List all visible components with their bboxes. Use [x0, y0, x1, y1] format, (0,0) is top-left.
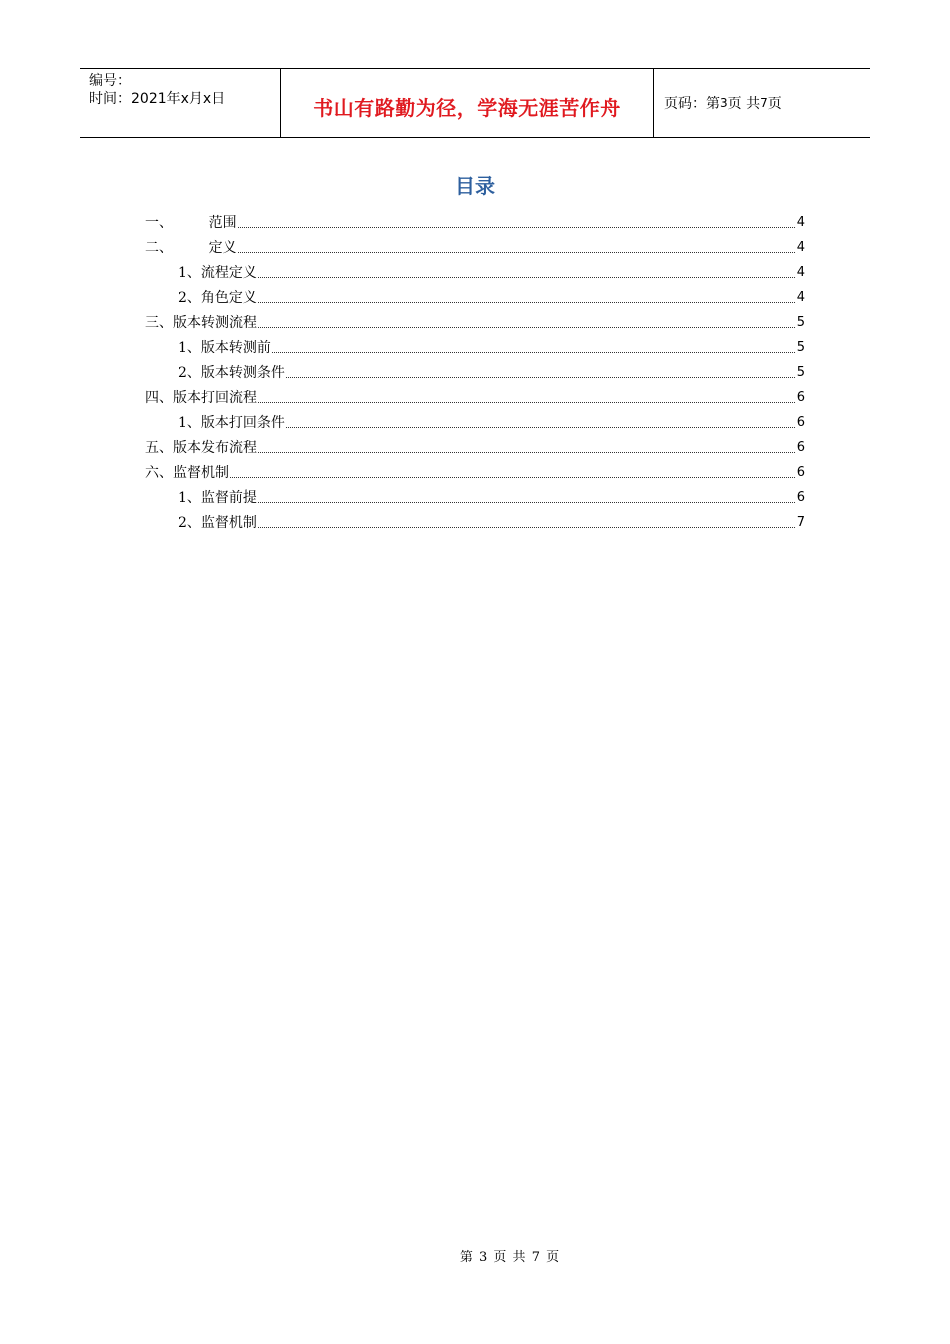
toc-entry[interactable] — [178, 337, 805, 359]
header-motto-cell — [281, 69, 654, 137]
toc-leader-dots — [258, 501, 795, 503]
header-meta — [80, 69, 281, 137]
toc-leader-dots — [258, 276, 795, 278]
toc-entry-number: 2、 — [178, 515, 201, 531]
document-header — [80, 68, 870, 138]
toc-entry[interactable] — [178, 362, 805, 384]
toc-entry-page: 6 — [796, 415, 805, 430]
toc-entry[interactable] — [178, 512, 805, 534]
toc-entry[interactable] — [145, 212, 805, 234]
page-mid: 页 共 — [727, 96, 761, 112]
toc-entry-number: 二、 — [145, 240, 173, 256]
toc-entry-page: 6 — [796, 440, 805, 455]
toc-entry-gap — [173, 212, 209, 234]
page-suffix: 页 — [767, 96, 782, 112]
toc-entry-number: 2、 — [178, 365, 201, 381]
toc-leader-dots — [258, 401, 795, 403]
toc-entry-label: 监督机制 — [200, 515, 257, 531]
toc-entry[interactable] — [145, 462, 805, 484]
toc-entry-number: 1、 — [178, 340, 201, 356]
toc-entry-label: 定义 — [208, 240, 237, 256]
toc-entry-number: 2、 — [178, 290, 201, 306]
toc-leader-dots — [238, 226, 795, 228]
page-prefix: 页码：第 — [664, 96, 720, 112]
toc-entry-number: 一、 — [145, 215, 173, 231]
toc-leader-dots — [258, 451, 795, 453]
toc-entry[interactable] — [145, 387, 805, 409]
toc-entry[interactable] — [145, 437, 805, 459]
toc-title: 目录 — [455, 174, 495, 198]
toc-entry[interactable] — [178, 412, 805, 434]
toc-entry-number: 1、 — [178, 415, 201, 431]
toc-entry-label: 版本打回条件 — [200, 415, 285, 431]
toc-entry-number: 五、 — [145, 440, 173, 456]
toc-leader-dots — [272, 351, 795, 353]
toc-leader-dots — [230, 476, 795, 478]
toc-entry-page: 4 — [796, 240, 805, 255]
toc-entry-page: 5 — [796, 315, 805, 330]
toc-entry-label: 版本打回流程 — [173, 390, 257, 406]
toc-entry[interactable] — [178, 262, 805, 284]
toc-entry-page: 6 — [796, 465, 805, 480]
toc-entry-page: 5 — [796, 340, 805, 355]
toc-entry-label: 版本转测流程 — [173, 315, 257, 331]
toc-entry-page: 4 — [796, 215, 805, 230]
page-footer: 第 3 页 共 7 页 — [459, 1250, 561, 1265]
header-motto: 书山有路勤为径，学海无涯苦作舟 — [313, 95, 621, 120]
toc-leader-dots — [238, 251, 795, 253]
toc-entry[interactable] — [145, 237, 805, 259]
toc-entry-number: 六、 — [145, 465, 173, 481]
toc-entry-label: 监督机制 — [173, 465, 229, 481]
toc-leader-dots — [286, 376, 795, 378]
toc-entry-page: 4 — [796, 265, 805, 280]
toc-entry[interactable] — [178, 287, 805, 309]
toc-entry-label: 版本发布流程 — [173, 440, 257, 456]
toc-entry-page: 7 — [796, 515, 805, 530]
toc-entry-label: 版本转测前 — [200, 340, 271, 356]
toc-entry[interactable] — [178, 487, 805, 509]
toc-entry-label: 监督前提 — [200, 490, 257, 506]
toc-entry-number: 1、 — [178, 265, 201, 281]
time-label: 时间：2021年x月x日 — [89, 91, 226, 107]
page-total: 7 — [760, 96, 768, 110]
header-page-info — [654, 69, 870, 137]
toc-entry[interactable] — [145, 312, 805, 334]
toc-entry-page: 5 — [796, 365, 805, 380]
toc-entry-number: 1、 — [178, 490, 201, 506]
toc-entry-page: 6 — [796, 490, 805, 505]
toc-entry-number: 三、 — [145, 315, 173, 331]
toc-entry-page: 6 — [796, 390, 805, 405]
toc-entry-label: 角色定义 — [200, 290, 257, 306]
toc-entry-label: 流程定义 — [200, 265, 257, 281]
toc-entry-page: 4 — [796, 290, 805, 305]
toc-entry-label: 范围 — [208, 215, 237, 231]
toc-leader-dots — [258, 301, 795, 303]
toc-entry-gap — [173, 237, 209, 259]
page-current: 3 — [720, 96, 728, 110]
serial-label: 编号： — [89, 73, 131, 89]
toc-leader-dots — [258, 526, 795, 528]
toc-leader-dots — [258, 326, 795, 328]
toc-entry-label: 版本转测条件 — [200, 365, 285, 381]
toc-leader-dots — [286, 426, 795, 428]
toc-entry-number: 四、 — [145, 390, 173, 406]
